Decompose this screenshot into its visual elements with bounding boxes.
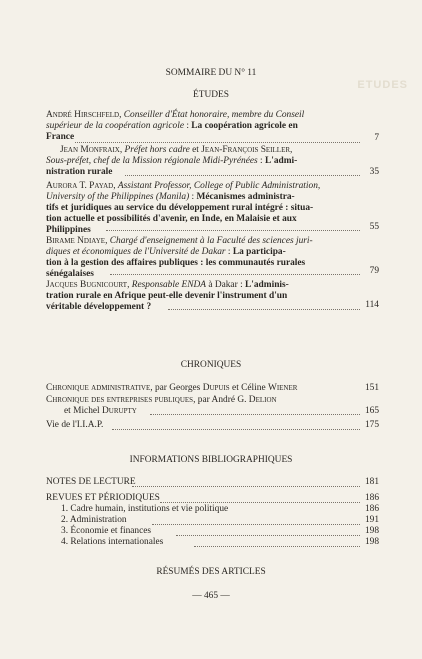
page-ref: 165 xyxy=(364,406,379,416)
dot-leader xyxy=(112,429,360,430)
dot-leader xyxy=(125,175,360,176)
toc-entry-vie-iiap: Vie de l'I.I.A.P. xyxy=(46,420,104,430)
toc-entry-payad: Aurora T. Payad, Assistant Professor, College of Public Administration, University of the Philippines (Manila) : Mécanismes administra- tifs et juridiques au service du développement rural intégré : situa- tion actuelle et possibilités d'avenir, en Inde, en Malaisie et aux Philippines xyxy=(46,181,321,235)
list-item: 3. Économie et finances xyxy=(61,526,152,536)
page-ref: 79 xyxy=(369,266,379,276)
author-title: Conseiller d'État honoraire, membre du Conseil xyxy=(123,110,305,120)
page-ref: 191 xyxy=(364,515,379,525)
author-name: André Hirschfeld xyxy=(46,110,120,120)
entry-line: France xyxy=(46,132,75,142)
dot-leader xyxy=(152,524,360,525)
entry-line: André Hirschfeld, Conseiller d'État honoraire, membre du Conseil xyxy=(46,110,305,120)
page-ref: 175 xyxy=(364,420,379,430)
list-item: 1. Cadre humain, institutions et vie politique xyxy=(61,504,229,514)
list-item: 2. Administration xyxy=(61,515,127,525)
toc-entry-hirschfeld xyxy=(46,110,336,143)
dot-leader xyxy=(110,274,360,275)
revues-et-periodiques: REVUES ET PÉRIODIQUES xyxy=(46,493,160,503)
page-ref: 186 xyxy=(364,504,379,514)
dot-leader xyxy=(168,309,360,310)
page-ref: 35 xyxy=(369,167,379,177)
dot-leader xyxy=(160,502,360,503)
page-ref: 198 xyxy=(364,537,379,547)
issue-title: SOMMAIRE DU N° 11 xyxy=(165,68,257,78)
section-title-chroniques: CHRONIQUES xyxy=(180,360,242,370)
section-title-etudes: ÉTUDES xyxy=(193,90,229,100)
toc-entry-monfraix-cont: Sous-préfet, chef de la Mission régionale Midi-Pyrénées : L'admi- nistration rurale xyxy=(46,156,298,177)
toc-entry-chronique-administrative: Chronique administrative, par Georges Dupuis et Céline Wiener xyxy=(46,383,298,393)
toc-entry-chronique-entreprises: Chronique des entreprises publiques, par André G. Delion et Michel Durupty xyxy=(46,395,277,416)
dot-leader xyxy=(75,142,360,143)
entry-line: supérieur de la coopération agricole : La coopération agricole en xyxy=(46,121,298,131)
notes-de-lecture: NOTES DE LECTURE xyxy=(46,477,136,487)
page-ref: 198 xyxy=(364,526,379,536)
resumes-title: RÉSUMÉS DES ARTICLES xyxy=(156,567,266,577)
dot-leader xyxy=(106,230,360,231)
dot-leader xyxy=(132,486,360,487)
dot-leader xyxy=(194,546,360,547)
page-ref: 55 xyxy=(369,222,379,232)
page-ref: 181 xyxy=(364,477,379,487)
page-ref: 114 xyxy=(365,300,379,310)
page-ref: 7 xyxy=(374,133,379,143)
toc-entry-monfraix: Jean Monfraix, Préfet hors cadre et Jean-François Seiller, xyxy=(60,145,293,155)
toc-entry-bugnicourt: Jacques Bugnicourt, Responsable ENDA à Dakar : L'adminis- tration rurale en Afrique peut-elle devenir l'instrument d'un véritable développement ? xyxy=(46,280,289,312)
dot-leader xyxy=(150,414,360,415)
dot-leader xyxy=(176,535,360,536)
list-item: 4. Relations internationales xyxy=(61,537,164,547)
toc-entry-ndiaye: Birame Ndiaye, Chargé d'enseignement à la Faculté des sciences juri- diques et économiques de l'Université de Dakar : La participa- tion à la gestion des affaires publiques : les communautés rurales sénégalaises xyxy=(46,236,313,279)
section-title-informations: INFORMATIONS BIBLIOGRAPHIQUES xyxy=(129,455,293,465)
page-ref: 151 xyxy=(364,383,379,393)
page-ref: 186 xyxy=(364,493,379,503)
show-through-text: ETUDES xyxy=(357,79,408,91)
folio-page-number: — 465 — xyxy=(192,591,230,601)
